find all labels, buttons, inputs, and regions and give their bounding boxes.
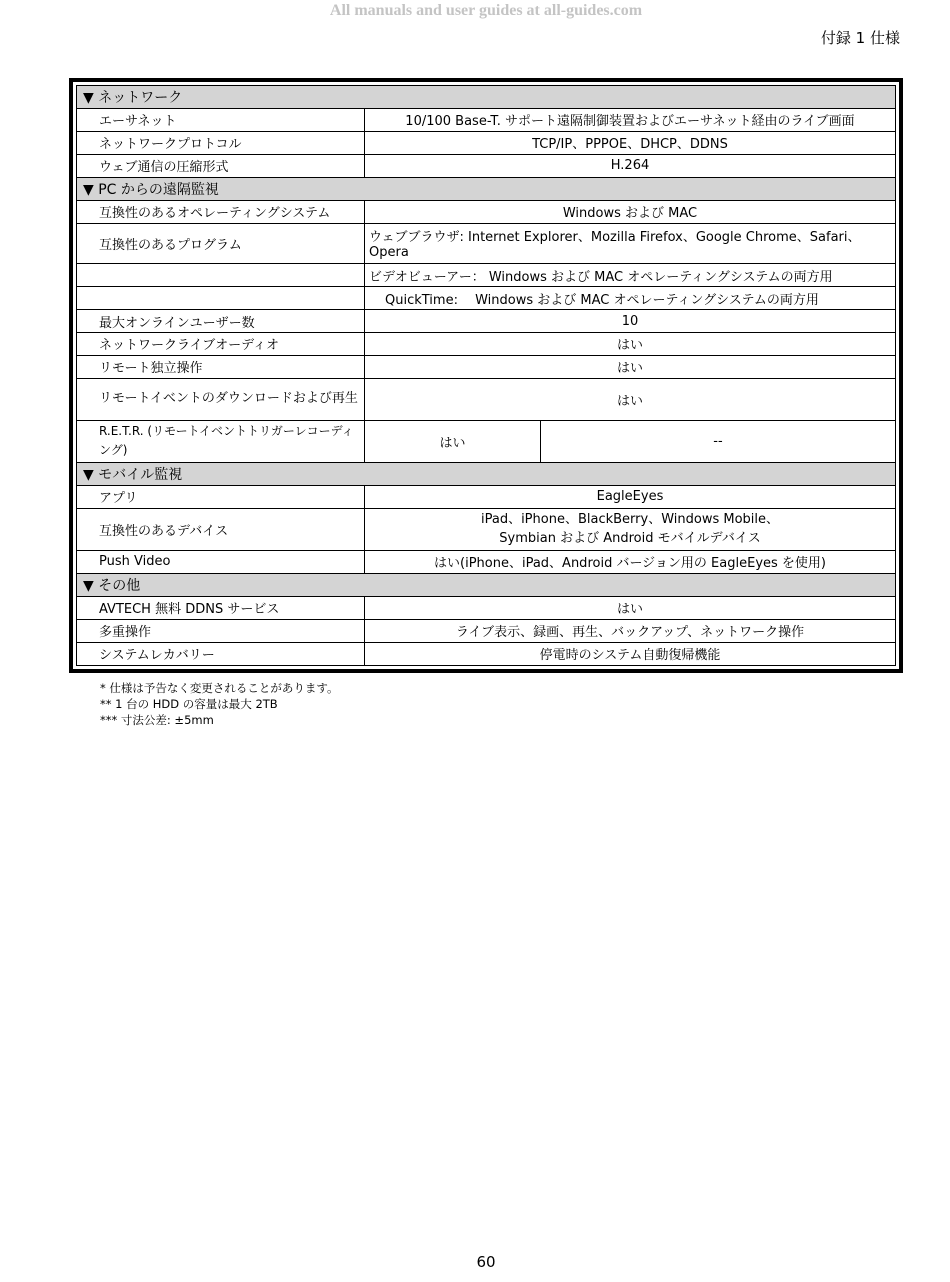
- spec-table-frame: [69, 78, 903, 673]
- row-value: TCP/IP、PPPOE、DHCP、DDNS: [365, 131, 896, 154]
- table-row: [77, 596, 896, 619]
- row-label: 互換性のあるプログラム: [77, 223, 365, 263]
- row-label: リモートイベントのダウンロードおよび再生: [77, 378, 365, 420]
- row-value: QuickTime: Windows および MAC オペレーティングシステムの両方用: [365, 287, 896, 310]
- row-value: EagleEyes: [365, 485, 896, 508]
- row-label: 互換性のあるデバイス: [77, 508, 365, 550]
- row-label: 互換性のあるオペレーティングシステム: [77, 200, 365, 223]
- row-label: R.E.T.R. (リモートイベントトリガーレコーディング): [77, 420, 365, 462]
- section-title: ▼ ネットワーク: [77, 86, 896, 109]
- row-value-line: iPad、iPhone、BlackBerry、Windows Mobile、: [480, 512, 780, 528]
- section-other: [77, 573, 896, 596]
- row-label: ネットワークプロトコル: [77, 131, 365, 154]
- section-network: [77, 86, 896, 109]
- row-label: ウェブ通信の圧縮形式: [77, 154, 365, 177]
- table-row: [77, 310, 896, 333]
- table-row: [77, 287, 896, 310]
- row-value: 10/100 Base-T. サポート遠隔制御装置およびエーサネット経由のライブ画面: [365, 109, 896, 132]
- table-row: [77, 508, 896, 550]
- row-label: アプリ: [77, 485, 365, 508]
- table-row: [77, 131, 896, 154]
- table-row: [77, 223, 896, 263]
- section-title: ▼ PC からの遠隔監視: [77, 177, 896, 200]
- table-row: [77, 420, 896, 462]
- row-value: はい: [365, 420, 541, 462]
- row-value: [365, 508, 896, 550]
- row-value: H.264: [365, 154, 896, 177]
- table-row: [77, 333, 896, 356]
- footnotes: [100, 680, 338, 728]
- row-label: ネットワークライブオーディオ: [77, 333, 365, 356]
- footnote: *** 寸法公差: ±5mm: [100, 713, 214, 727]
- row-value: ウェブブラウザ: Internet Explorer、Mozilla Firefox、Google Chrome、Safari、Opera: [365, 223, 896, 263]
- row-label: リモート独立操作: [77, 355, 365, 378]
- footnote: * 仕様は予告なく変更されることがあります。: [100, 681, 339, 695]
- row-value: Windows および MAC: [365, 200, 896, 223]
- row-label: システムレカバリー: [77, 642, 365, 665]
- row-value: ライブ表示、録画、再生、バックアップ、ネットワーク操作: [365, 619, 896, 642]
- table-row: [77, 378, 896, 420]
- watermark: All manuals and user guides at all-guides.com: [329, 2, 643, 19]
- table-row: [77, 200, 896, 223]
- row-value: はい: [365, 355, 896, 378]
- section-pc-monitoring: [77, 177, 896, 200]
- row-label-empty: [77, 287, 365, 310]
- table-row: [77, 154, 896, 177]
- row-value: はい: [365, 333, 896, 356]
- row-value: はい: [365, 596, 896, 619]
- section-mobile-monitoring: [77, 462, 896, 485]
- row-label: AVTECH 無料 DDNS サービス: [77, 596, 365, 619]
- row-value: 停電時のシステム自動復帰機能: [365, 642, 896, 665]
- row-value: はい: [365, 378, 896, 420]
- row-value: 10: [365, 310, 896, 333]
- table-row: [77, 355, 896, 378]
- row-value: はい(iPhone、iPad、Android バージョン用の EagleEyes を使用): [365, 550, 896, 573]
- table-row: [77, 619, 896, 642]
- row-label-empty: [77, 264, 365, 287]
- row-label: 最大オンラインユーザー数: [77, 310, 365, 333]
- table-row: [77, 485, 896, 508]
- row-label: 多重操作: [77, 619, 365, 642]
- row-label: エーサネット: [77, 109, 365, 132]
- spec-table: [76, 85, 896, 666]
- table-row: [77, 642, 896, 665]
- table-row: [77, 264, 896, 287]
- table-row: [77, 550, 896, 573]
- table-row: [77, 109, 896, 132]
- page-number: 60: [476, 1253, 496, 1271]
- row-label: Push Video: [77, 550, 365, 573]
- row-value-line: Symbian および Android モバイルデバイス: [499, 531, 761, 547]
- page-header: 付録 1 仕様: [820, 29, 900, 47]
- section-title: ▼ その他: [77, 573, 896, 596]
- row-value-secondary: --: [541, 420, 896, 462]
- footnote: ** 1 台の HDD の容量は最大 2TB: [100, 697, 278, 711]
- row-value: ビデオビューアー： Windows および MAC オペレーティングシステムの両方用: [365, 264, 896, 287]
- section-title: ▼ モバイル監視: [77, 462, 896, 485]
